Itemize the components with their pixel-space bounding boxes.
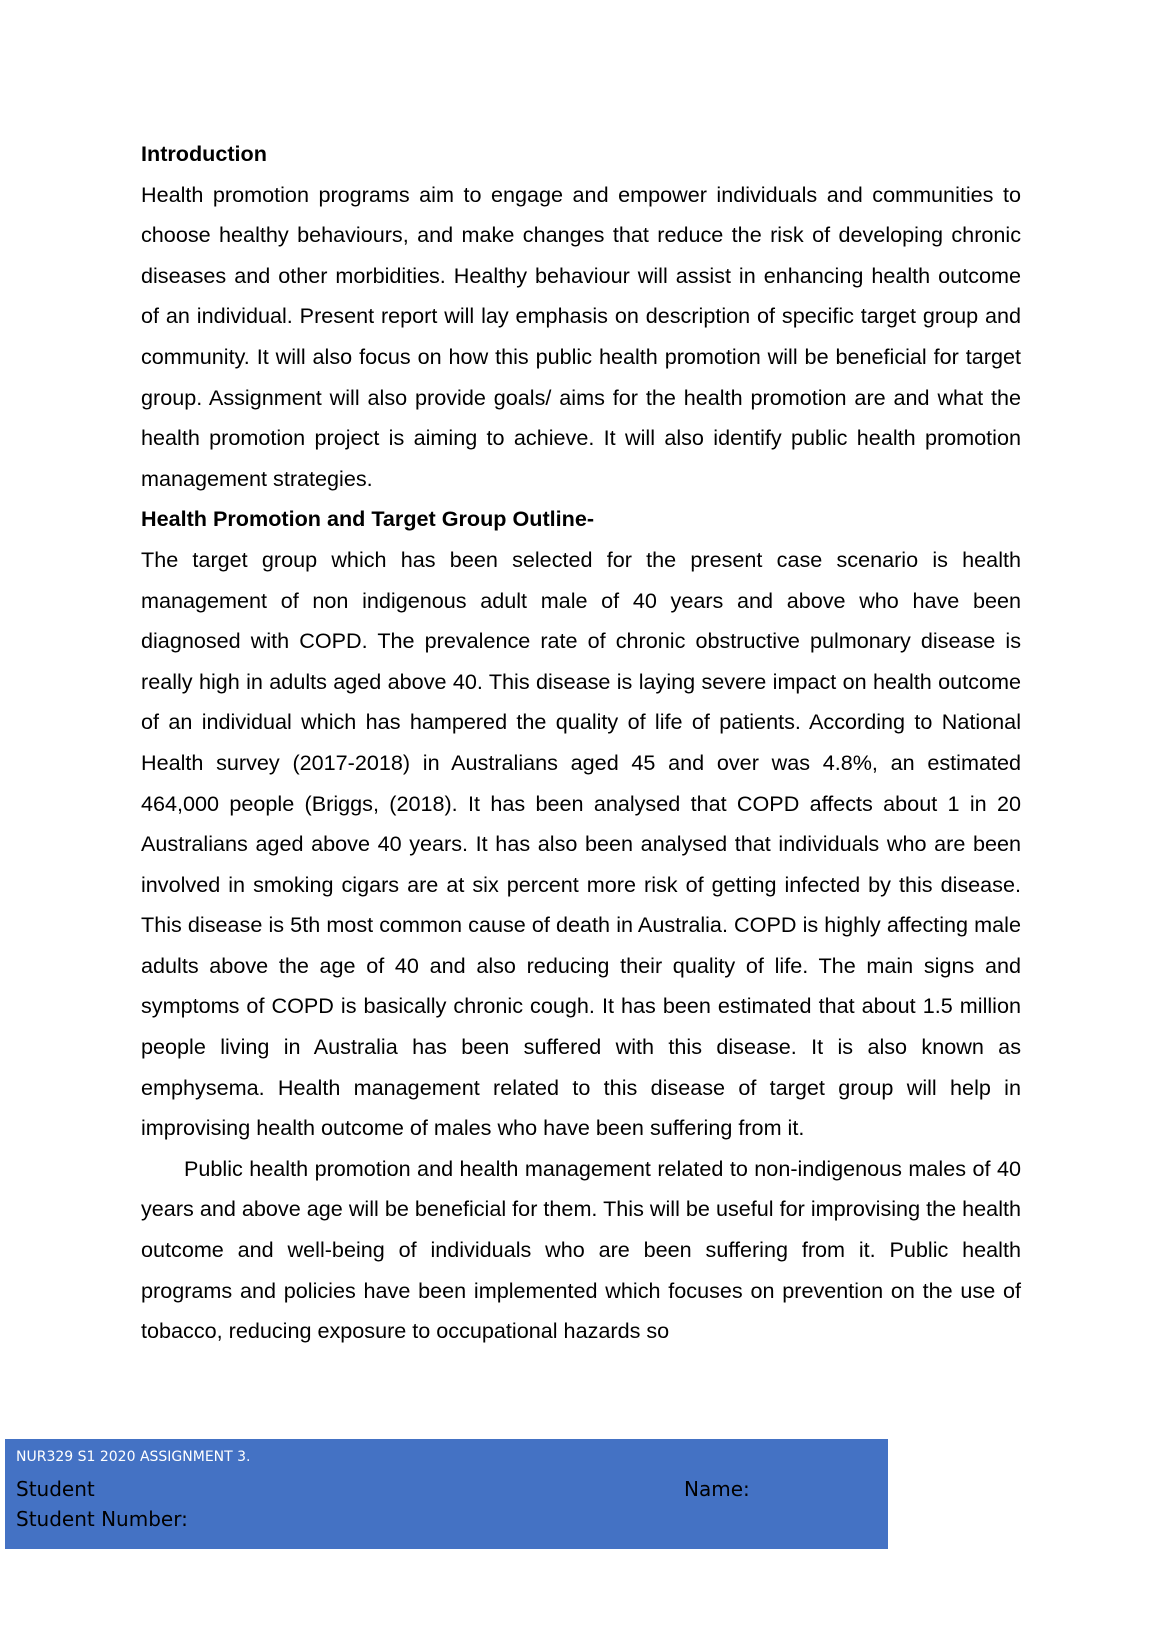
target-group-paragraph: The target group which has been selected for the present case scenario is health management of non indigenous adult male of 40 years and above who have been diagnosed with COPD. The prevalence rate of chronic obstructive pulmonary disease is really high in adults aged above 40. This disease is laying severe impact on health outcome of an individual which has hampered the quality of life of patients. According to National Health survey (2017-2018) in Australians aged 45 and over was 4.8%, an estimated 464,000 people (Briggs, (2018). It has been analysed that COPD affects about 1 in 20 Australians aged above 40 years. It has also been analysed that individuals who are been involved in smoking cigars are at six percent more risk of getting infected by this disease. This disease is 5th most common cause of death in Australia. COPD is highly affecting male adults above the age of 40 and also reducing their quality of life. The main signs and symptoms of COPD is basically chronic cough. It has been estimated that about 1.5 million people living in Australia has been suffered with this disease. It is also known as emphysema. Health management related to this disease of target group will help in improvising health outcome of males who have been suffering from it. — [141, 546, 1021, 1141]
document-body — [141, 134, 1021, 1352]
target-group-heading: Health Promotion and Target Group Outline- — [141, 506, 595, 532]
public-health-paragraph: Public health promotion and health management related to non-indigenous males of 40 years and above age will be beneficial for them. This will be useful for improvising the health outcome and well-being of individuals who are been suffering from it. Public health programs and policies have been implemented which focuses on prevention on the use of tobacco, reducing exposure to occupational hazards so — [141, 1155, 1021, 1344]
introduction-paragraph: Health promotion programs aim to engage and empower individuals and communities to choose healthy behaviours, and make changes that reduce the risk of developing chronic diseases and other morbidities. Healthy behaviour will assist in enhancing health outcome of an individual. Present report will lay emphasis on description of specific target group and community. It will also focus on how this public health promotion will be beneficial for target group. Assignment will also provide goals/ aims for the health promotion are and what the health promotion project is aiming to achieve. It will also identify public health promotion management strategies. — [141, 181, 1021, 491]
student-label: Student — [16, 1477, 95, 1501]
assignment-title: NUR329 S1 2020 ASSIGNMENT 3. — [16, 1449, 251, 1465]
student-number-label: Student Number: — [16, 1507, 188, 1531]
assignment-footer-box — [5, 1439, 888, 1549]
name-label: Name: — [684, 1477, 750, 1501]
introduction-heading: Introduction — [141, 141, 267, 166]
